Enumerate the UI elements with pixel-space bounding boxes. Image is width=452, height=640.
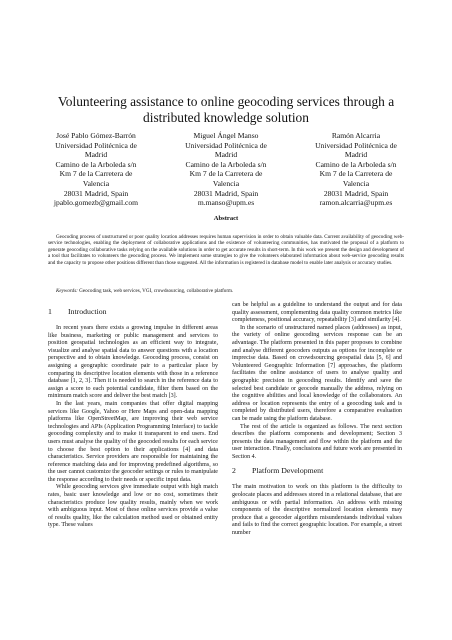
author-affiliation: Universidad Politécnica de [185, 140, 267, 150]
paragraph: The rest of the article is organized as follows. The next section describes the platform components and development; Section 3 presents the data management and flow within the platform and the user interaction. Finally, conclusions and future work are presented in Section 4. [232, 423, 402, 460]
author-affiliation: Universidad Politécnica de [315, 140, 397, 150]
author-address: Km 7 de la Carretera de [189, 169, 263, 179]
author-email[interactable]: ramon.alcarria@upm.es [319, 198, 393, 208]
author-affiliation: Madrid [344, 150, 368, 160]
paragraph: In recent years there exists a growing impulse in different areas like business, marketing or public management and services to position geospatial technologies as an efficient way to integrate, visualize and analyse spatial data to answer questions with a location perspective and to obtain knowledge. Geocoding process, consist on assigning a geographic coordinate pair to a particular place by comparing its descriptive location elements with those in a reference database [1, 2, 3]. Then it is needed to search in the reference data to assign a score to each potential candidate, filter them based on the minimum match score and deliver the best match [3]. [48, 325, 218, 400]
section-number: 2 [232, 466, 236, 476]
section-heading-introduction [48, 307, 218, 317]
author-affiliation: Madrid [214, 150, 238, 160]
paragraph: The main motivation to work on this platform is the difficulty to geolocate places and addresses stored in a relational database, that are ambiguous or with partial information. An address with missing components of the descriptive normalized location elements may produce that a geocoder algorithm misunderstands individual values and fails to find the correct geographic location. For example, a street number [232, 484, 402, 537]
keywords-label: Keywords: [56, 288, 78, 294]
author-address: Camino de la Arboleda s/n [315, 159, 397, 169]
paragraph: In the scenario of unstructured named places (addresses) as input, the variety of online geocoding services response can be an advantage. The platform presented in this paper proposes to combine and analyse different geocoders outputs as options for incomplete or imprecise data. Based on crowdsourcing geospatial data [5, 6] and Volunteered Geographic Information [7] approaches, the platform facilitates the online assistance of users to analyse quality and geographic precision in geocoding results. Identify and save the selected best candidate or geocode manually the address, relying on the cognitive abilities and local knowledge of the collaborators. An address or location represents the entry of a geocoding task and is completed by distributed users, therefore a comparative evaluation can be made using the platform database. [232, 324, 402, 422]
author-affiliation: Madrid [84, 150, 108, 160]
author-address: Valencia [342, 178, 370, 188]
author-address: Camino de la Arboleda s/n [185, 159, 267, 169]
section-heading-platform-development [232, 466, 402, 476]
paper-title: Volunteering assistance to online geocoding services through a distributed knowledge solution [57, 94, 395, 125]
section-title: Platform Development [252, 466, 324, 476]
section-number: 1 [48, 307, 52, 316]
author-address: Km 7 de la Carretera de [59, 169, 133, 179]
abstract-heading: Abstract [213, 215, 239, 222]
author-name: José Pablo Gómez-Barrón [56, 131, 136, 140]
author-name: Miguel Ángel Manso [193, 131, 259, 140]
author-city: 28031 Madrid, Spain [323, 188, 389, 198]
keywords-text: Geocoding task, web services, VGI, crowdsourcing, collaborative platform. [79, 288, 234, 294]
author-block-2 [162, 131, 290, 208]
author-email[interactable]: jpablo.gomezb@gmail.com [53, 198, 139, 208]
author-block-3 [292, 131, 420, 208]
author-address: Km 7 de la Carretera de [319, 169, 393, 179]
author-address: Valencia [82, 178, 110, 188]
section-title: Introduction [68, 307, 107, 316]
paragraph: In the last years, main companies that offer digital mapping services like Google, Yahoo or Here Maps and open-data mapping platforms like OpenStreetMap, are improving their web service technologies and APIs (Application Programming Interface) to tackle geocoding complexity and to make it transparent to end users. End users must analyse the quality of the geocoded results for each service to choose the best option to their applications [4] and data characteristics. Service providers are responsible for maintaining the reference matching data and for improving predefined algorithms, so the user cannot customize the geocoder settings or rules to manipulate the response according to their needs or specific input data. [48, 400, 218, 483]
author-block-1 [32, 131, 160, 208]
author-affiliation: Universidad Politécnica de [55, 140, 137, 150]
paragraph: can be helpful as a guideline to understand the output and for data quality assessment, complementing data quality common metrics like completeness, positional accuracy, repeatability [3] and similarity [4]. [232, 302, 402, 324]
author-city: 28031 Madrid, Spain [63, 188, 129, 198]
author-address: Camino de la Arboleda s/n [55, 159, 137, 169]
right-column [232, 302, 402, 538]
author-email[interactable]: m.manso@upm.es [197, 198, 255, 208]
abstract-text: Geocoding process of unstructured or poor quality location addresses requires human supervision in order to obtain valuable data. Current availability of geocoding web-service technologies, enabling the deployment of collaborative applications and the existence of volunteering communities, has motivated the proposal of a platform to generate geocoding collaborative tasks relying on the available solutions in order to get accurate results in short-term. In this work we present the design and development of a tool that facilitates to volunteers the geocoding process. We implement some strategies to give the volunteers elaborated information about web-service geocoding results and the capacity to propose other positions different than those suggested. All the information is registered in database model to enable later analysis or accuracy studies. [48, 234, 404, 266]
paragraph: While geocoding services give immediate output with high match rates, basic user knowledge and low or no cost, sometimes their characteristics produce low quality results, mainly when we work with ambiguous input. Most of these online services provide a value of results quality, like the calculation method used or obtained entity type. These values [48, 484, 218, 529]
keywords [56, 288, 404, 294]
author-name: Ramón Alcarria [331, 131, 381, 140]
left-column [48, 302, 218, 530]
author-city: 28031 Madrid, Spain [193, 188, 259, 198]
author-address: Valencia [212, 178, 240, 188]
